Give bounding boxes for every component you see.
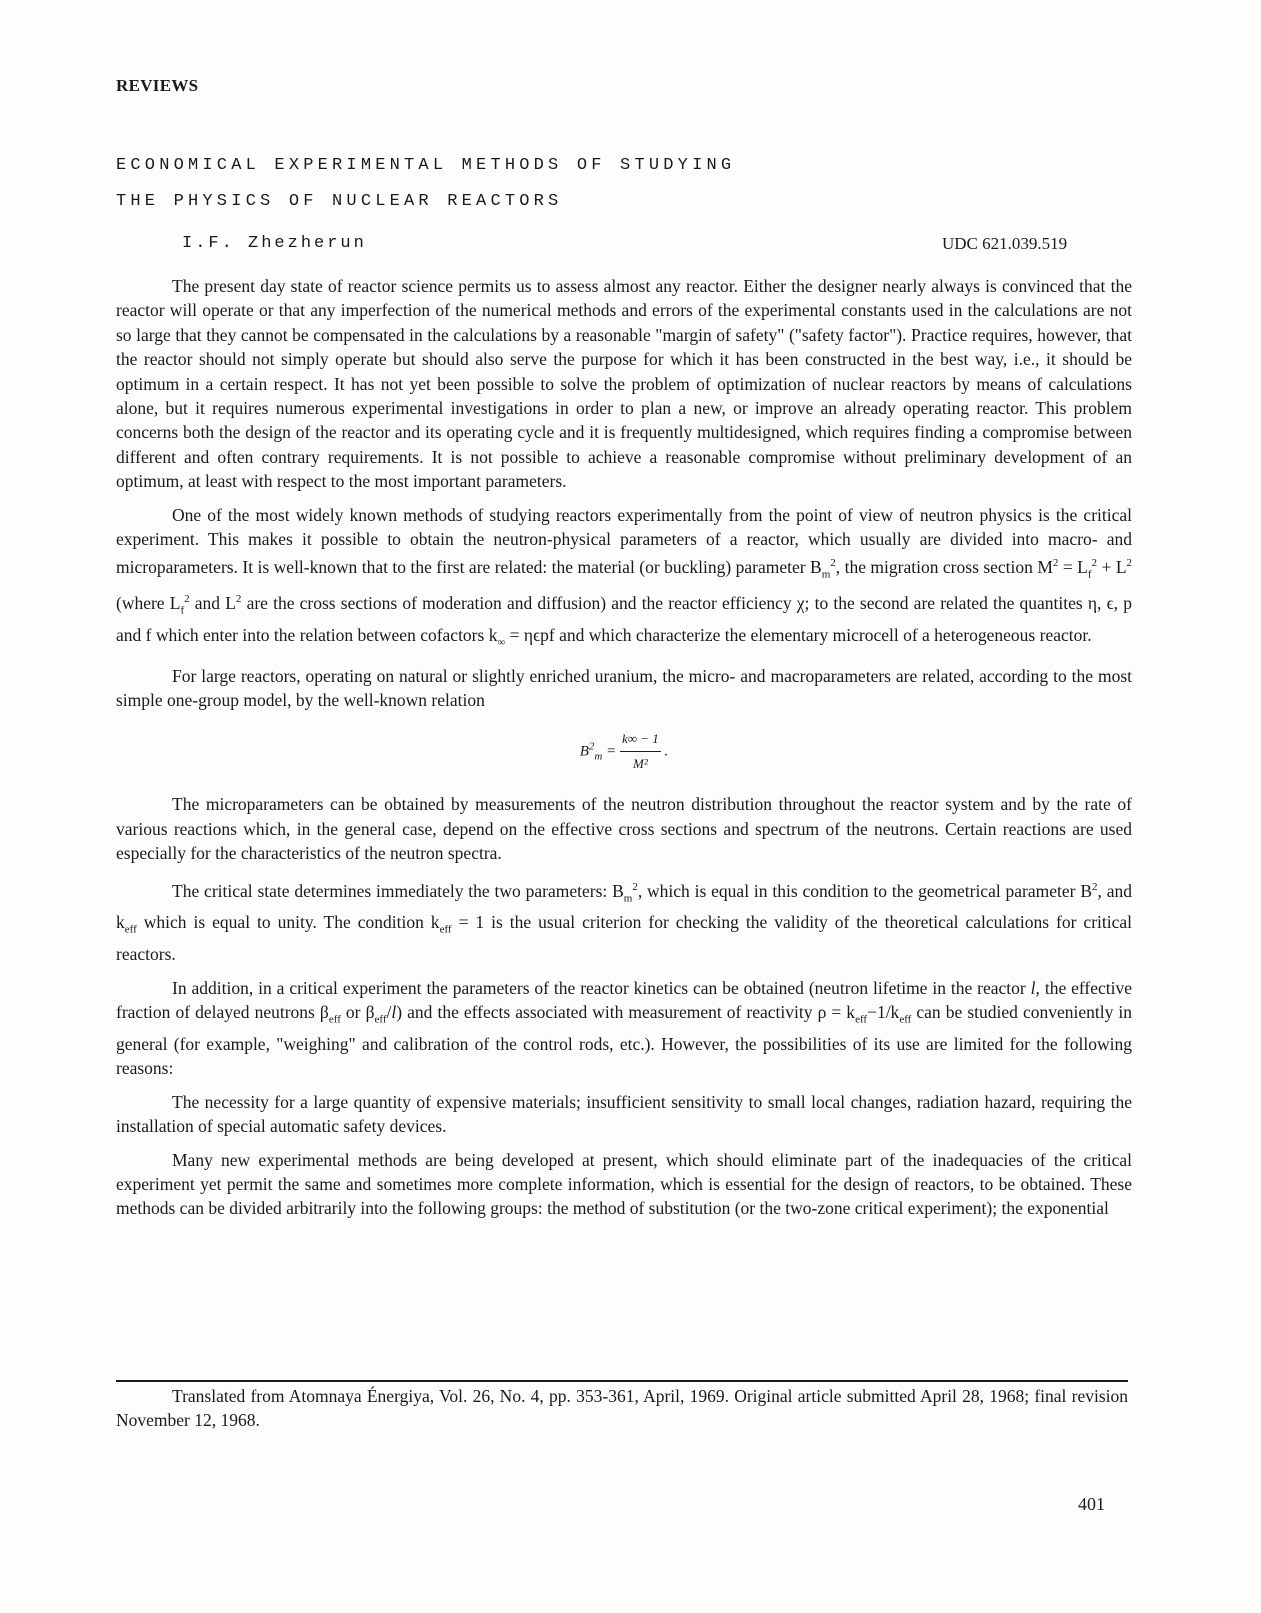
paragraph-1: The present day state of reactor science permits us to assess almost any reactor. Either the designer nearly always is convinced that the reactor will operate or that any imperfection of the numerical methods and errors of the experimental constants used in the calculations are not so large that they cannot be compensated in the calculations by a reasonable "margin of safety" ("safety factor"). Practice requires, however, that the reactor should not simply operate but should also serve the purpose for which it has been constructed in the best way, i.e., it should be optimum in a certain respect. It has not yet been possible to solve the problem of optimization of nuclear reactors by means of calculations alone, but it requires numerous experimental investigations in order to plan a new, or improve an already operating reactor. This problem concerns both the design of the reactor and its operating cycle and it is frequently multidesigned, which requires finding a compromise between different and often contrary requirements. It is not possible to achieve a reasonable compromise without preliminary development of an optimum, at least with respect to the most important parameters. xyxy=(116,276,1132,492)
section-label: REVIEWS xyxy=(116,76,199,95)
paragraph-6: In addition, in a critical experiment the parameters of the reactor kinetics can be obtained (neutron lifetime in the reactor l, the effective fraction of delayed neutrons $\beta_{eff}$ or $\beta_{eff}/l$) and the effects associated with measurement of reactivity $\rho = k_{eff}-1/k_{eff}$ can be studied conveniently in general (for example, "weighing" and calibration of the control rods, etc.). However, the possibilities of its use are limited for the following reasons: xyxy=(116,977,1133,1079)
paragraph-4: The microparameters can be obtained by measurements of the neutron distribution throughout the reactor system and by the rate of various reactions which, in the general case, depend on the effective cross sections and spectrum of the neutrons. Certain reactions are used especially for the characteristics of the neutron spectra. xyxy=(116,794,1132,864)
article-title xyxy=(116,148,1116,220)
paragraph-8: Many new experimental methods are being developed at present, which should eliminate part of the inadequacies of the critical experiment yet permit the same and sometimes more complete information, which is essential for the design of reactors, to be obtained. These methods can be divided arbitrarily into the following groups: the method of substitution (or the two-zone critical experiment); the exponential xyxy=(116,1149,1132,1219)
article-body xyxy=(116,274,1132,1230)
author-name: I.F. Zhezherun xyxy=(182,234,367,253)
footnote-divider xyxy=(116,1380,1128,1382)
title-line-1: ECONOMICAL EXPERIMENTAL METHODS OF STUDYING xyxy=(116,156,736,175)
udc-code: UDC 621.039.519 xyxy=(942,234,1068,253)
title-line-2: THE PHYSICS OF NUCLEAR REACTORS xyxy=(116,192,563,211)
equation-buckling: $B^2_m$ = $\frac{k\infty - 1}{\text{M²}}$ . xyxy=(116,727,1132,777)
paragraph-3: For large reactors, operating on natural or slightly enriched uranium, the micro- and macroparameters are related, according to the most simple one-group model, by the well-known relation xyxy=(116,665,1132,711)
paragraph-7: The necessity for a large quantity of expensive materials; insufficient sensitivity to small local changes, radiation hazard, requiring the installation of special automatic safety devices. xyxy=(116,1091,1132,1137)
page-number: 401 xyxy=(1078,1494,1105,1514)
translation-footnote: Translated from Atomnaya Énergiya, Vol. 26, No. 4, pp. 353-361, April, 1969. Original article submitted April 28, 1968; final revision November 12, 1968. xyxy=(116,1386,1128,1430)
equation-fraction: $\frac{k\infty - 1}{\text{M²}}$ xyxy=(620,727,661,777)
paragraph-5: The critical state determines immediately the two parameters: $B_m^2$, which is equal in this condition to the geometrical parameter $B^2$, and $k_{eff}$ which is equal to unity. The condition $k_{eff} = 1$ is the usual criterion for checking the validity of the theoretical calculations for critical reactors. xyxy=(116,880,1133,965)
paragraph-2: One of the most widely known methods of studying reactors experimentally from the point of view of neutron physics is the critical experiment. This makes it possible to obtain the neutron-physical parameters of a reactor, which usually are divided into macro- and microparameters. It is well-known that to the first are related: the material (or buckling) parameter $B_m^2$, the migration cross section $M^2 = L_f^2 + L^2$ (where $L_f^2$ and $L^2$ are the cross sections of moderation and diffusion) and the reactor efficiency χ; to the second are related the quantites η, ϵ, p and f which enter into the relation between cofactors $k_\infty = \eta\epsilon pf$ and which characterize the elementary microcell of a heterogeneous reactor. xyxy=(116,504,1133,649)
